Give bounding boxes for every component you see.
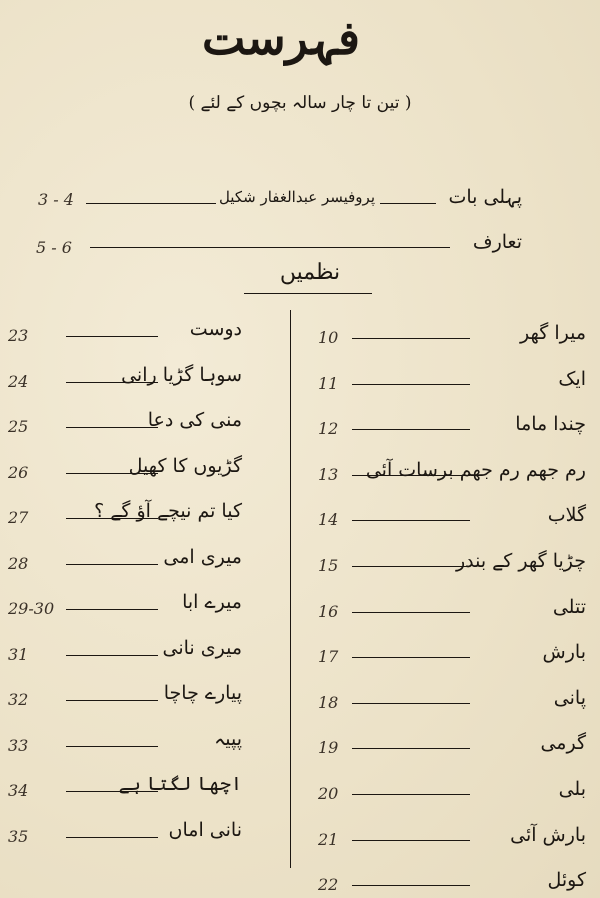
leader-line bbox=[352, 748, 470, 749]
toc-entry-page: 22 bbox=[318, 875, 339, 895]
toc-entry-title: نانی اماں bbox=[168, 818, 242, 841]
leader-line bbox=[352, 520, 470, 521]
toc-entry-page: 25 bbox=[8, 417, 29, 436]
leader-line bbox=[352, 384, 470, 385]
toc-entry-page: 33 bbox=[8, 735, 29, 755]
leader-line bbox=[66, 564, 158, 565]
toc-entry-title: سوہا گڑیا رانی bbox=[121, 363, 242, 386]
leader-line bbox=[66, 791, 158, 792]
intro-label: پہلی بات bbox=[448, 186, 522, 208]
toc-entry-title: میرے ابا bbox=[182, 591, 242, 613]
leader-line bbox=[352, 794, 470, 795]
toc-entry-page: 19 bbox=[318, 738, 339, 758]
leader-line bbox=[352, 703, 470, 704]
toc-entry-page: 27 bbox=[8, 508, 29, 527]
toc-entry-page: 26 bbox=[8, 462, 29, 482]
toc-entry-page: 14 bbox=[318, 510, 339, 530]
page-title: فہرست bbox=[201, 11, 360, 65]
toc-entry-title: میرا گھر bbox=[520, 322, 586, 344]
toc-entry-page: 12 bbox=[318, 419, 339, 439]
intro-page: 5 - 6 bbox=[36, 238, 72, 257]
column-divider bbox=[290, 310, 291, 868]
leader-line bbox=[66, 746, 158, 747]
leader-line bbox=[380, 203, 436, 204]
leader-line bbox=[66, 473, 158, 474]
toc-entry-page: 29-30 bbox=[8, 599, 55, 618]
toc-entry-title: کوئل bbox=[547, 869, 586, 892]
toc-entry-title: بارش bbox=[542, 641, 586, 664]
toc-entry-page: 21 bbox=[318, 829, 339, 849]
toc-entry-page: 35 bbox=[8, 826, 29, 846]
leader-line bbox=[352, 657, 470, 658]
toc-entry-page: 18 bbox=[318, 692, 339, 712]
toc-entry-title: بلی bbox=[558, 778, 586, 800]
toc-entry-title: پپیہ bbox=[214, 727, 242, 750]
toc-entry-title: گڑیوں کا کھیل bbox=[128, 454, 242, 477]
leader-line bbox=[66, 609, 158, 610]
toc-entry-title: گرمی bbox=[540, 732, 586, 755]
toc-entry-title: منی کی دعا bbox=[147, 409, 242, 431]
toc-entry-page: 16 bbox=[318, 601, 339, 621]
toc-entry-title: دوست bbox=[189, 318, 242, 340]
toc-entry-page: 32 bbox=[8, 690, 29, 709]
toc-entry-page: 15 bbox=[318, 556, 339, 575]
toc-entry-title: تتلی bbox=[552, 595, 586, 618]
toc-entry-page: 10 bbox=[318, 328, 339, 347]
leader-line bbox=[352, 612, 470, 613]
toc-entry-page: 31 bbox=[8, 644, 29, 664]
leader-line bbox=[66, 427, 158, 428]
leader-line bbox=[66, 382, 158, 383]
toc-entry-title: میری نانی bbox=[162, 636, 242, 659]
toc-entry-page: 23 bbox=[8, 326, 29, 345]
toc-entry-title: اچھا لگتا ہے bbox=[118, 773, 242, 795]
toc-entry-page: 11 bbox=[318, 373, 339, 393]
leader-line bbox=[90, 247, 450, 248]
toc-entry-title: رم جھم رم جھم برسات آئی bbox=[365, 458, 586, 481]
toc-entry-page: 20 bbox=[318, 784, 339, 803]
toc-entry-page: 13 bbox=[318, 464, 339, 484]
leader-line bbox=[352, 475, 470, 476]
leader-line bbox=[66, 700, 158, 701]
section-underline bbox=[244, 293, 372, 294]
leader-line bbox=[352, 885, 470, 886]
leader-line bbox=[66, 336, 158, 337]
toc-entry-title: پیارے چاچا bbox=[163, 682, 242, 704]
leader-line bbox=[66, 837, 158, 838]
toc-entry-title: کیا تم نیچے آؤ گے ؟ bbox=[94, 500, 242, 522]
toc-entry-title: گلاب bbox=[547, 504, 586, 527]
toc-entry-page: 17 bbox=[318, 647, 339, 667]
toc-entry-title: پانی bbox=[553, 686, 586, 709]
intro-label: تعارف bbox=[472, 231, 522, 253]
leader-line bbox=[66, 518, 158, 519]
toc-entry-page: 34 bbox=[8, 781, 29, 800]
toc-entry-title: میری امی bbox=[163, 545, 242, 568]
toc-entry-title: چندا ماما bbox=[515, 413, 586, 436]
leader-line bbox=[352, 840, 470, 841]
toc-entry-page: 24 bbox=[8, 371, 29, 391]
toc-entry-page: 28 bbox=[8, 553, 29, 573]
intro-page: 3 - 4 bbox=[38, 190, 74, 209]
intro-author: پروفیسر عبدالغفار شکیل bbox=[218, 188, 375, 206]
section-title: نظمیں bbox=[279, 260, 341, 285]
leader-line bbox=[352, 429, 470, 430]
leader-line bbox=[86, 203, 216, 204]
toc-entry-title: بارش آئی bbox=[510, 823, 586, 846]
leader-line bbox=[66, 655, 158, 656]
leader-line bbox=[352, 566, 470, 567]
toc-entry-title: ایک bbox=[558, 367, 586, 390]
page-subtitle: ( تین تا چار سالہ بچوں کے لئے ) bbox=[188, 93, 412, 113]
leader-line bbox=[352, 338, 470, 339]
toc-entry-title: چڑیا گھر کے بندر bbox=[455, 550, 586, 572]
